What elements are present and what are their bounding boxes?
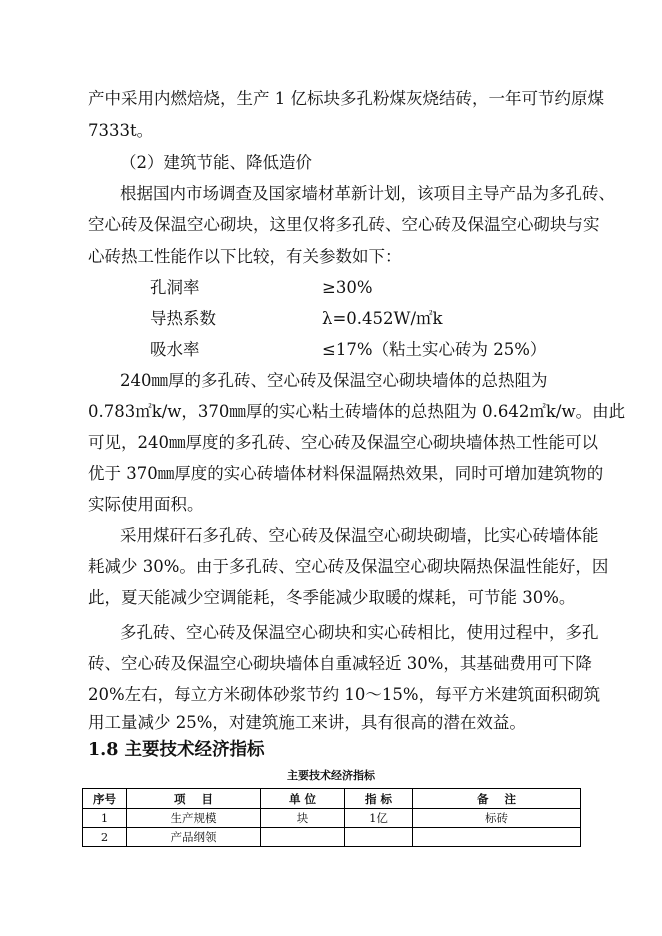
section-heading: 1.8 主要技术经济指标 [88, 740, 265, 760]
table-header-row [83, 789, 581, 809]
paragraph-2-line-4: 优于 370㎜厚度的实心砖墙体材料保温隔热效果，同时可增加建筑物的 [88, 464, 604, 483]
paragraph-3-line-2: 耗减少 30%。由于多孔砖、空心砖及保温空心砌块隔热保温性能好，因 [88, 557, 609, 576]
sub-heading: （2）建筑节能、降低造价 [120, 153, 312, 172]
header-remark: 备 注 [413, 789, 581, 809]
paragraph-1-line-3: 心砖热工性能作以下比较，有关参数如下： [88, 247, 402, 266]
paragraph-4-line-3: 20%左右，每立方米砌体砂浆节约 10～15%，每平方米建筑面积砌筑 [88, 685, 601, 704]
indicators-table [82, 788, 581, 847]
param-value: λ=0.452W/㎡k [322, 309, 443, 328]
cell-remark [413, 828, 581, 847]
cell-no: 1 [83, 809, 127, 828]
cell-no: 2 [83, 828, 127, 847]
paragraph-4-line-4: 用工量减少 25%，对建筑施工来讲，具有很高的潜在效益。 [88, 713, 526, 732]
paragraph-4-line-2: 砖、空心砖及保温空心砌块墙体自重减轻近 30%，其基础费用可下降 [88, 654, 592, 673]
paragraph-4-line-1: 多孔砖、空心砖及保温空心砌块和实心砖相比，使用过程中，多孔 [120, 623, 599, 642]
param-name: 导热系数 [150, 309, 216, 328]
table-caption: 主要技术经济指标 [287, 769, 375, 782]
paragraph-2-line-2: 0.783㎡k/w，370㎜厚的实心粘土砖墙体的总热阻为 0.642㎡k/w。由此 [88, 402, 626, 421]
param-value: ≤17%（粘土实心砖为 25%） [322, 340, 547, 359]
paragraph-2-line-1: 240㎜厚的多孔砖、空心砖及保温空心砌块墙体的总热阻为 [120, 371, 548, 390]
param-name: 孔洞率 [150, 278, 200, 297]
cell-indicator: 1亿 [345, 809, 413, 828]
paragraph-0-line-2: 7333t。 [88, 121, 154, 140]
cell-unit [261, 828, 345, 847]
paragraph-3-line-3: 此，夏天能减少空调能耗，冬季能减少取暖的煤耗，可节能 30%。 [88, 588, 576, 607]
header-unit: 单 位 [261, 789, 345, 809]
table-row [83, 828, 581, 847]
cell-unit: 块 [261, 809, 345, 828]
paragraph-3-line-1: 采用煤矸石多孔砖、空心砖及保温空心砌块砌墙，比实心砖墙体能 [120, 526, 599, 545]
paragraph-1-line-2: 空心砖及保温空心砌块，这里仅将多孔砖、空心砖及保温空心砌块与实 [88, 215, 600, 234]
paragraph-0-line-1: 产中采用内燃焙烧，生产 1 亿标块多孔粉煤灰烧结砖，一年可节约原煤 [88, 89, 604, 108]
cell-remark: 标砖 [413, 809, 581, 828]
table-row [83, 809, 581, 828]
header-no: 序号 [83, 789, 127, 809]
header-item: 项 目 [127, 789, 261, 809]
cell-indicator [345, 828, 413, 847]
cell-item: 产品纲领 [127, 828, 261, 847]
paragraph-2-line-5: 实际使用面积。 [88, 495, 204, 514]
param-value: ≥30% [322, 278, 373, 297]
param-name: 吸水率 [150, 340, 200, 359]
header-indicator: 指 标 [345, 789, 413, 809]
paragraph-1-line-1: 根据国内市场调查及国家墙材革新计划，该项目主导产品为多孔砖、 [120, 184, 615, 203]
cell-item: 生产规模 [127, 809, 261, 828]
paragraph-2-line-3: 可见，240㎜厚度的多孔砖、空心砖及保温空心砌块墙体热工性能可以 [88, 433, 598, 452]
